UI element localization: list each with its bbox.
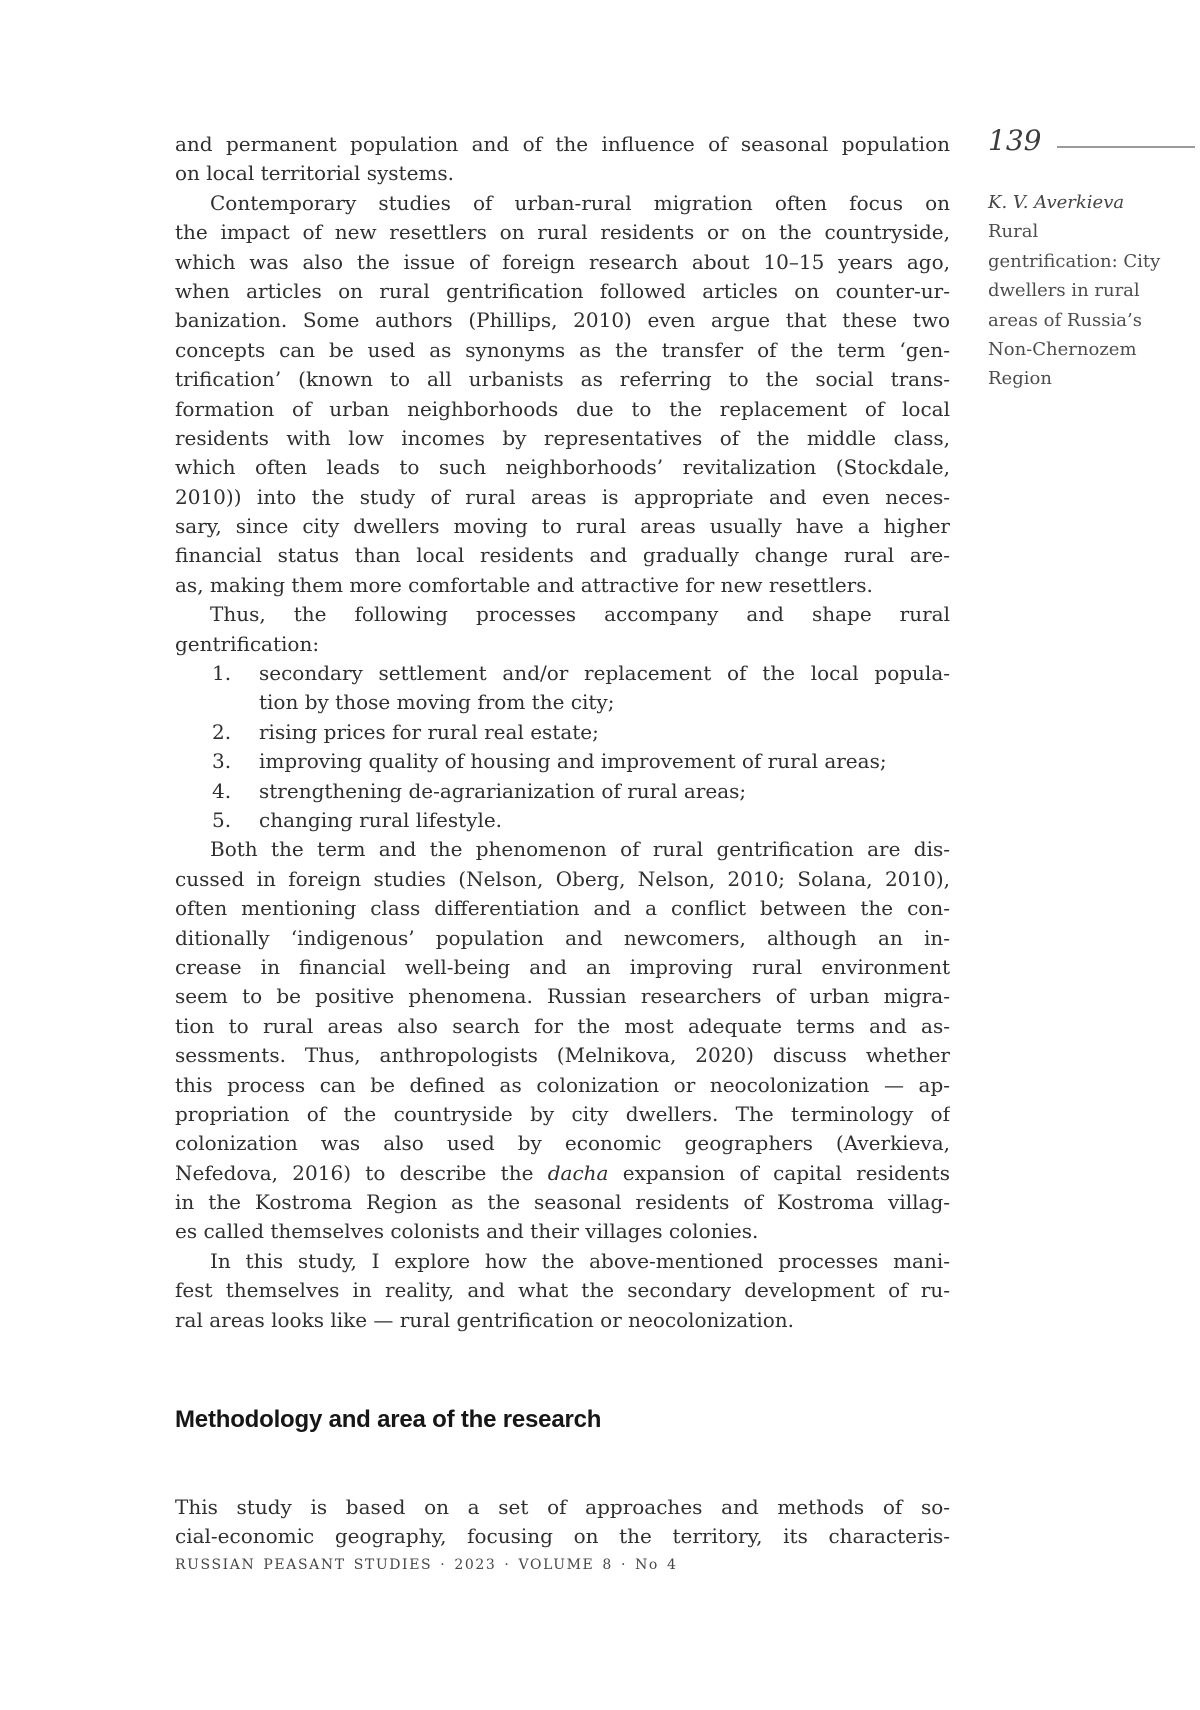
body-line: in the Kostroma Region as the seasonal residents of Kostroma villag-: [175, 1190, 950, 1215]
body-line: fest themselves in reality, and what the secondary development of ru-: [175, 1278, 950, 1303]
body-line: tion by those moving from the city;: [259, 690, 615, 715]
body-line: concepts can be used as synonyms as the transfer of the term ‘gen-: [175, 337, 950, 362]
page-number: 139: [988, 124, 1042, 157]
body-line: cial-economic geography, focusing on the territory, its characteris-: [175, 1524, 950, 1549]
margin-sidebar: [988, 188, 1188, 394]
body-line: this process can be defined as colonization or neocolonization — ap-: [175, 1072, 950, 1097]
body-line: the impact of new resettlers on rural residents or on the countryside,: [175, 220, 950, 245]
sidebar-title-line: Region: [988, 368, 1052, 390]
list-number: 1.: [212, 661, 232, 686]
body-line: seem to be positive phenomena. Russian researchers of urban migra-: [175, 984, 950, 1009]
body-line: propriation of the countryside by city dwellers. The terminology of: [175, 1101, 950, 1126]
body-line: 4. strengthening de-agrarianization of rural areas;: [175, 777, 950, 806]
body-line: Nefedova, 2016) to describe the dacha expansion of capital residents: [175, 1160, 950, 1185]
body-line: 3. improving quality of housing and improvement of rural areas;: [175, 747, 950, 776]
italic-term: dacha: [547, 1160, 609, 1185]
sidebar-author: K. V. Averkieva: [988, 192, 1125, 213]
list-number: 5.: [212, 807, 232, 832]
body-line: often mentioning class differentiation and a conflict between the con-: [175, 896, 950, 921]
body-line: formation of urban neighborhoods due to the replacement of local: [175, 396, 950, 421]
body-line: ral areas looks like — rural gentrification or neocolonization.: [175, 1307, 795, 1332]
body-line: sary, since city dwellers moving to rural areas usually have a higher: [175, 514, 950, 539]
page-header: [988, 126, 1198, 156]
body-line: which often leads to such neighborhoods’ revitalization (Stockdale,: [175, 455, 950, 480]
section-heading: Methodology and area of the research: [175, 1406, 602, 1434]
list-number: 2.: [212, 719, 232, 744]
body-line: residents with low incomes by representatives of the middle class,: [175, 425, 950, 450]
body-line: In this study, I explore how the above-mentioned processes mani-: [210, 1248, 950, 1273]
body-line: cussed in foreign studies (Nelson, Oberg, Nelson, 2010; Solana, 2010),: [175, 866, 950, 891]
body-line: trification’ (known to all urbanists as referring to the social trans-: [175, 367, 950, 392]
main-text-column: [175, 130, 950, 1552]
body-line: on local territorial systems.: [175, 161, 454, 186]
list-number: 4.: [212, 778, 232, 803]
body-line: 1. secondary settlement and/or replacement of the local popula-: [175, 659, 950, 688]
body-line: 2010)) into the study of rural areas is appropriate and even neces-: [175, 484, 950, 509]
body-line: which was also the issue of foreign research about 10–15 years ago,: [175, 249, 950, 274]
body-line: Both the term and the phenomenon of rural gentrification are dis-: [210, 837, 950, 862]
sidebar-title-line: Non-Chernozem: [988, 339, 1137, 361]
body-line: banization. Some authors (Phillips, 2010) even argue that these two: [175, 308, 950, 333]
body-line: Thus, the following processes accompany and shape rural: [210, 602, 950, 627]
sidebar-title-line: gentrification: City: [988, 250, 1161, 272]
body-line: 2. rising prices for rural real estate;: [175, 718, 950, 747]
body-text: [175, 130, 950, 1335]
header-rule: [1057, 146, 1195, 148]
body-line: tion to rural areas also search for the most adequate terms and as-: [175, 1013, 950, 1038]
journal-footer: RUSSIAN PEASANT STUDIES · 2023 · VOLUME 8 · No 4: [175, 1557, 678, 1573]
body-line: crease in financial well-being and an improving rural environment: [175, 954, 950, 979]
body-line: gentrification:: [175, 631, 320, 656]
body-line: Contemporary studies of urban-rural migration often focus on: [210, 190, 950, 215]
body-line: es called themselves colonists and their villages colonies.: [175, 1219, 759, 1244]
section-paragraph: [175, 1493, 950, 1552]
sidebar-article-title: [988, 217, 1188, 393]
body-line: financial status than local residents and gradually change rural are-: [175, 543, 950, 568]
body-line: sessments. Thus, anthropologists (Melnikova, 2020) discuss whether: [175, 1043, 950, 1068]
body-line: when articles on rural gentrification followed articles on counter-ur-: [175, 278, 950, 303]
body-line: colonization was also used by economic geographers (Averkieva,: [175, 1131, 950, 1156]
body-line: and permanent population and of the influence of seasonal population: [175, 132, 950, 156]
sidebar-title-line: Rural: [988, 221, 1039, 243]
body-line: 5. changing rural lifestyle.: [175, 806, 950, 835]
sidebar-title-line: areas of Russia’s: [988, 309, 1142, 331]
sidebar-title-line: dwellers in rural: [988, 280, 1140, 302]
list-number: 3.: [212, 749, 232, 774]
body-line: as, making them more comfortable and attractive for new resettlers.: [175, 572, 873, 597]
body-line: ditionally ‘indigenous’ population and newcomers, although an in-: [175, 925, 950, 950]
body-line: This study is based on a set of approaches and methods of so-: [175, 1495, 950, 1520]
